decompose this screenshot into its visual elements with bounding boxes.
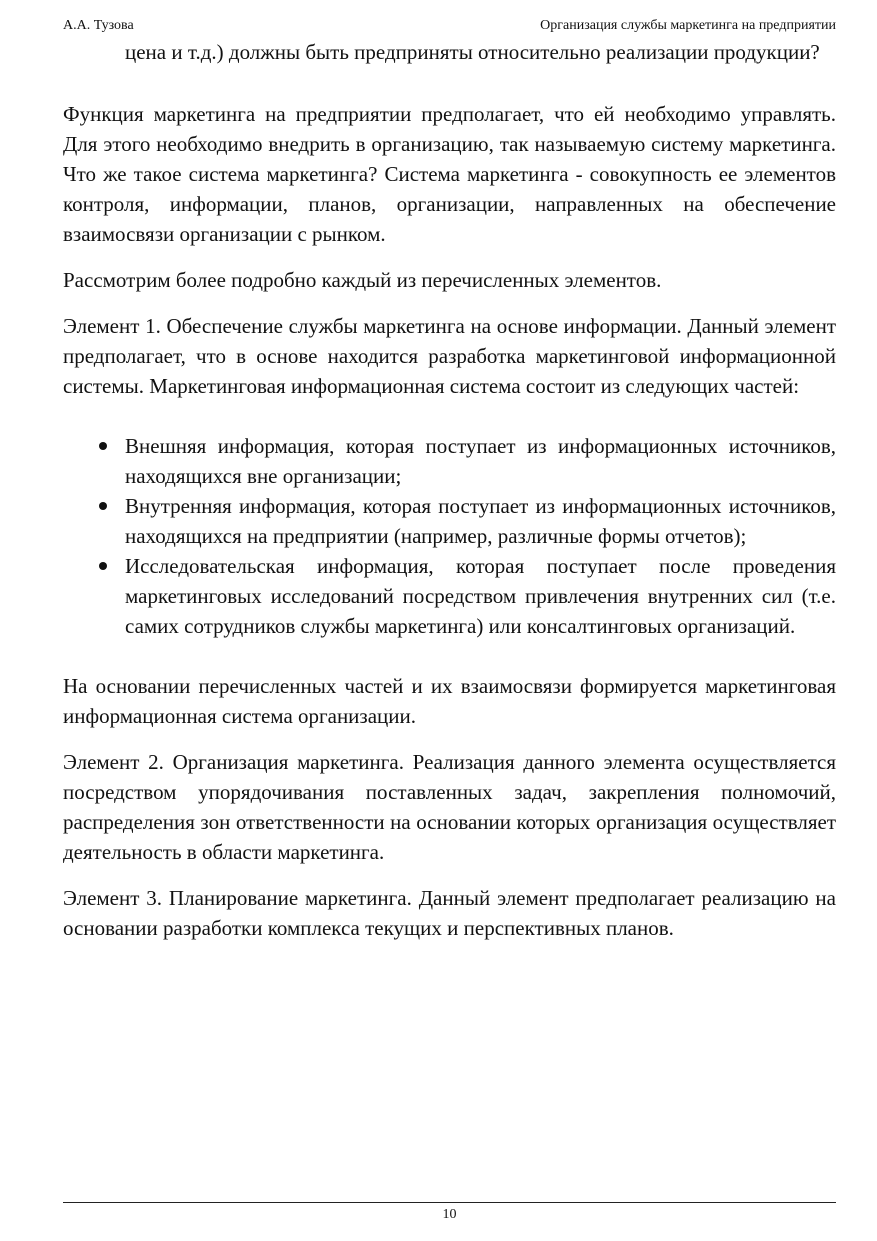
- paragraph: Элемент 1. Обеспечение службы маркетинга на основе информации. Данный элемент предполагает, что в основе находится разработка маркетинговой информационной системы. Маркетинговая информационная система состоит из следующих частей:: [63, 314, 836, 398]
- bullet-icon: [99, 502, 107, 510]
- bullet-icon: [99, 442, 107, 450]
- bullet-list: [63, 431, 836, 641]
- list-item-text: Исследовательская информация, которая поступает после проведения маркетинговых исследований посредством привлечения внутренних сил (т.е. самих сотрудников службы маркетинга) или консалтинговых организаций.: [125, 554, 836, 638]
- document-body: [63, 37, 836, 959]
- paragraph: Элемент 3. Планирование маркетинга. Данный элемент предполагает реализацию на основании разработки комплекса текущих и перспективных планов.: [63, 886, 836, 940]
- list-item-text: Внутренняя информация, которая поступает из информационных источников, находящихся на предприятии (например, различные формы отчетов);: [125, 494, 836, 548]
- header-title: Организация службы маркетинга на предприятии: [540, 18, 836, 33]
- list-item-text: Внешняя информация, которая поступает из информационных источников, находящихся вне организации;: [125, 434, 836, 488]
- paragraph: Элемент 2. Организация маркетинга. Реализация данного элемента осуществляется посредством упорядочивания поставленных задач, закрепления полномочий, распределения зон ответственности на основании которых организация осуществляет деятельность в области маркетинга.: [63, 750, 836, 864]
- list-item: [63, 551, 836, 641]
- list-item: [63, 431, 836, 491]
- bullet-icon: [99, 562, 107, 570]
- header-author: А.А. Тузова: [63, 18, 134, 33]
- paragraph: Рассмотрим более подробно каждый из перечисленных элементов.: [63, 268, 662, 292]
- paragraph: На основании перечисленных частей и их взаимосвязи формируется маркетинговая информационная система организации.: [63, 674, 836, 728]
- continuation-paragraph: цена и т.д.) должны быть предприняты относительно реализации продукции?: [125, 40, 820, 64]
- paragraph: Функция маркетинга на предприятии предполагает, что ей необходимо управлять. Для этого необходимо внедрить в организацию, так называемую систему маркетинга. Что же такое система маркетинга? Система маркетинга - совокупность ее элементов контроля, информации, планов, организации, направленных на обеспечение взаимосвязи организации с рынком.: [63, 102, 836, 246]
- list-item: [63, 491, 836, 551]
- footer-divider: [63, 1202, 836, 1203]
- page-number: 10: [442, 1207, 457, 1222]
- page-header: [63, 17, 836, 35]
